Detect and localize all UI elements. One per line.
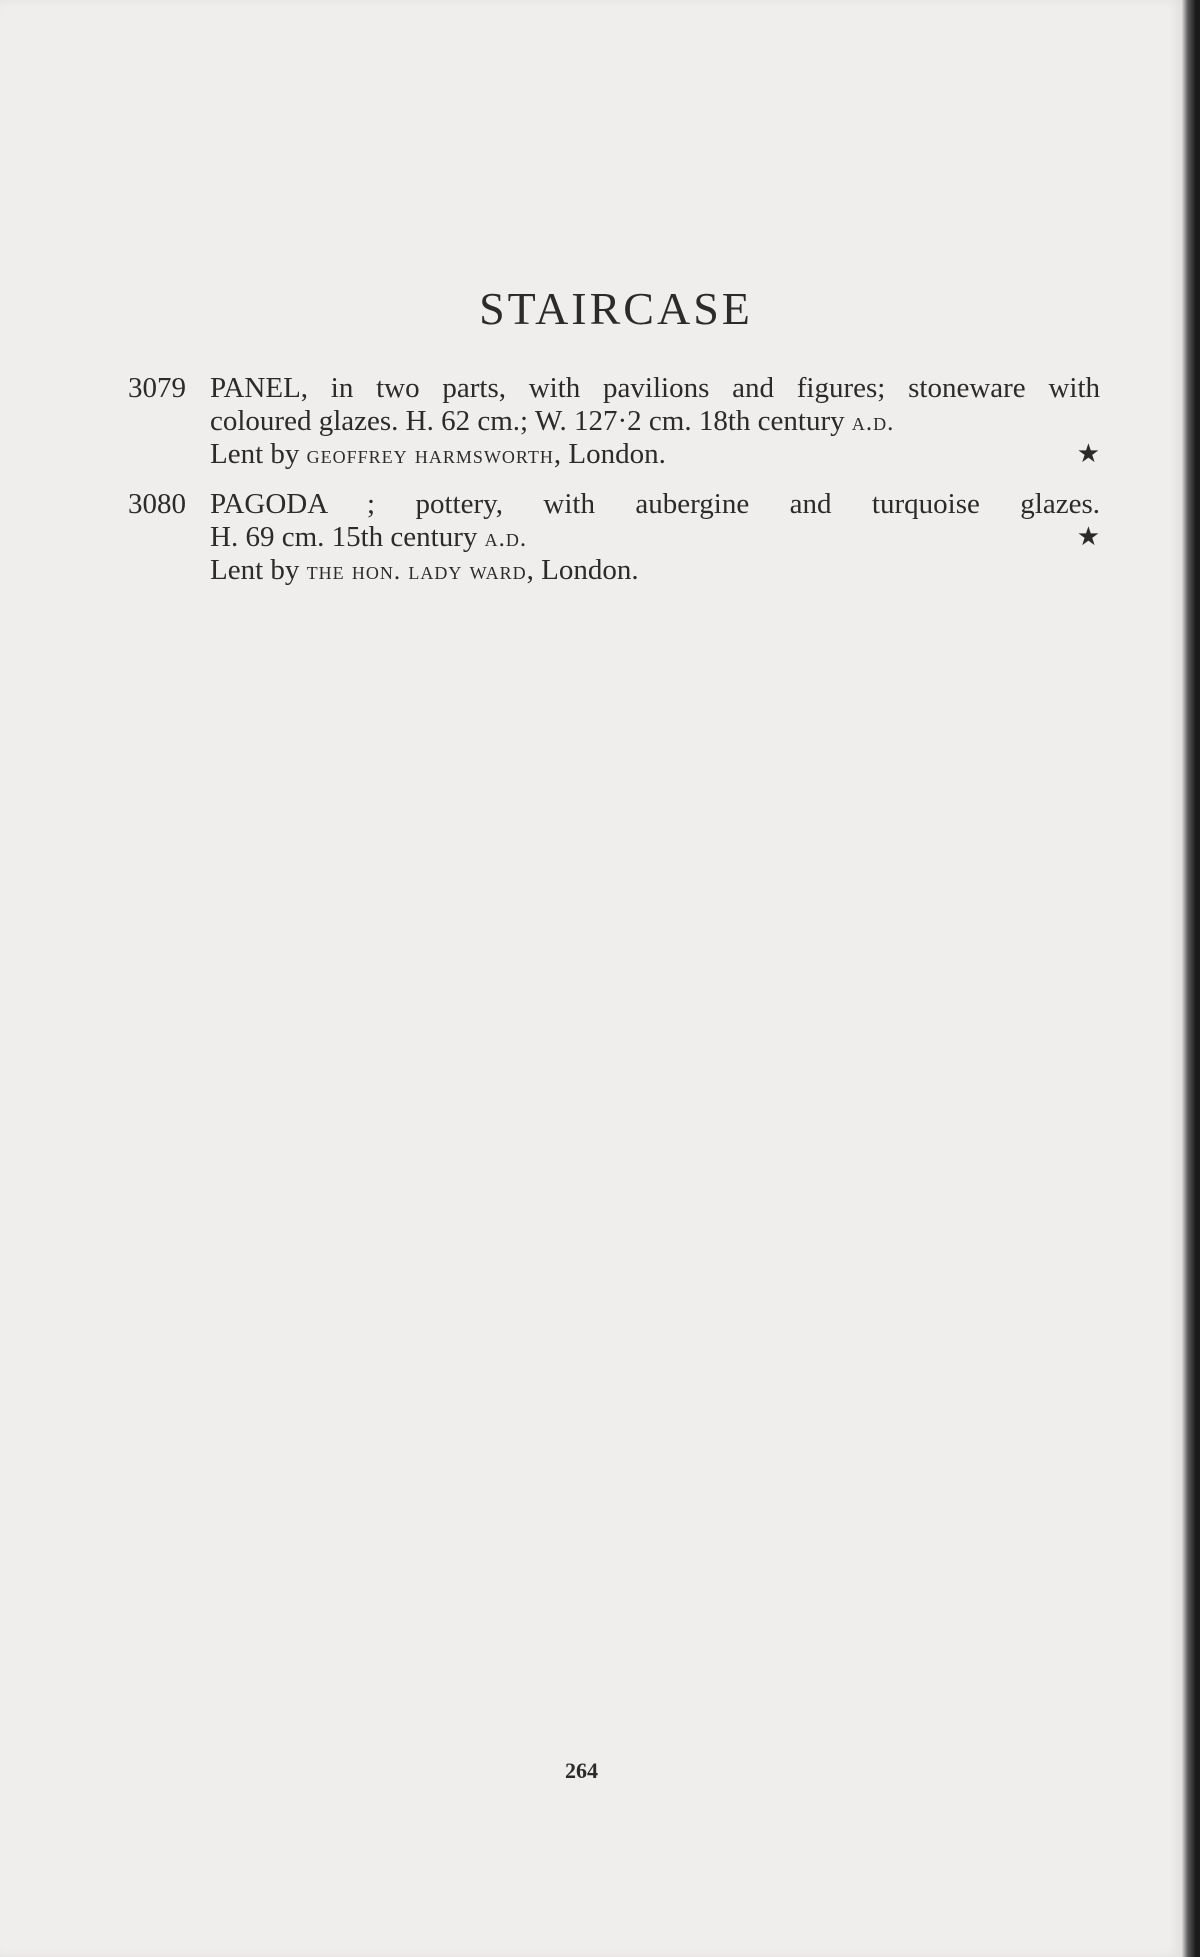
- entry-era: a.d.: [851, 409, 895, 436]
- entry-details: [210, 405, 894, 439]
- entry-line: [128, 488, 1100, 521]
- entry-number: 3080: [128, 488, 186, 520]
- page-number: 264: [565, 1758, 598, 1783]
- star-icon: ★: [1076, 439, 1100, 469]
- entry-number: 3079: [128, 372, 186, 404]
- catalogue-entry-3080: [128, 488, 1100, 587]
- entry-era: a.d.: [484, 525, 528, 552]
- entry-line: [128, 372, 1100, 405]
- lent-by-label: Lent by: [210, 438, 300, 470]
- lender-name: the hon. lady ward: [306, 558, 527, 585]
- entry-description-line: PAGODA ; pottery, with aubergine and turquoise glazes.: [210, 488, 1100, 520]
- entry-description-line: PANEL, in two parts, with pavilions and figures; stoneware with: [210, 372, 1100, 404]
- lender-location: , London.: [526, 554, 639, 586]
- entry-line: [128, 405, 1100, 438]
- book-spine-edge: [1182, 0, 1200, 1957]
- section-heading: STAIRCASE: [479, 283, 753, 334]
- lender-location: , London.: [553, 438, 666, 470]
- entry-line: [128, 521, 1100, 554]
- star-icon: ★: [1076, 522, 1100, 552]
- entry-details-text: H. 69 cm. 15th century: [210, 521, 478, 553]
- entry-lender-line: [210, 438, 666, 472]
- catalogue-entry-3079: [128, 372, 1100, 471]
- entry-details-text: coloured glazes. H. 62 cm.; W. 127·2 cm. 18th century: [210, 405, 845, 437]
- entry-line: [128, 438, 1100, 471]
- entry-line: [128, 554, 1100, 587]
- lender-name: geoffrey harmsworth: [306, 442, 554, 469]
- lent-by-label: Lent by: [210, 554, 300, 586]
- entry-details: [210, 521, 527, 555]
- entry-lender-line: [210, 554, 639, 588]
